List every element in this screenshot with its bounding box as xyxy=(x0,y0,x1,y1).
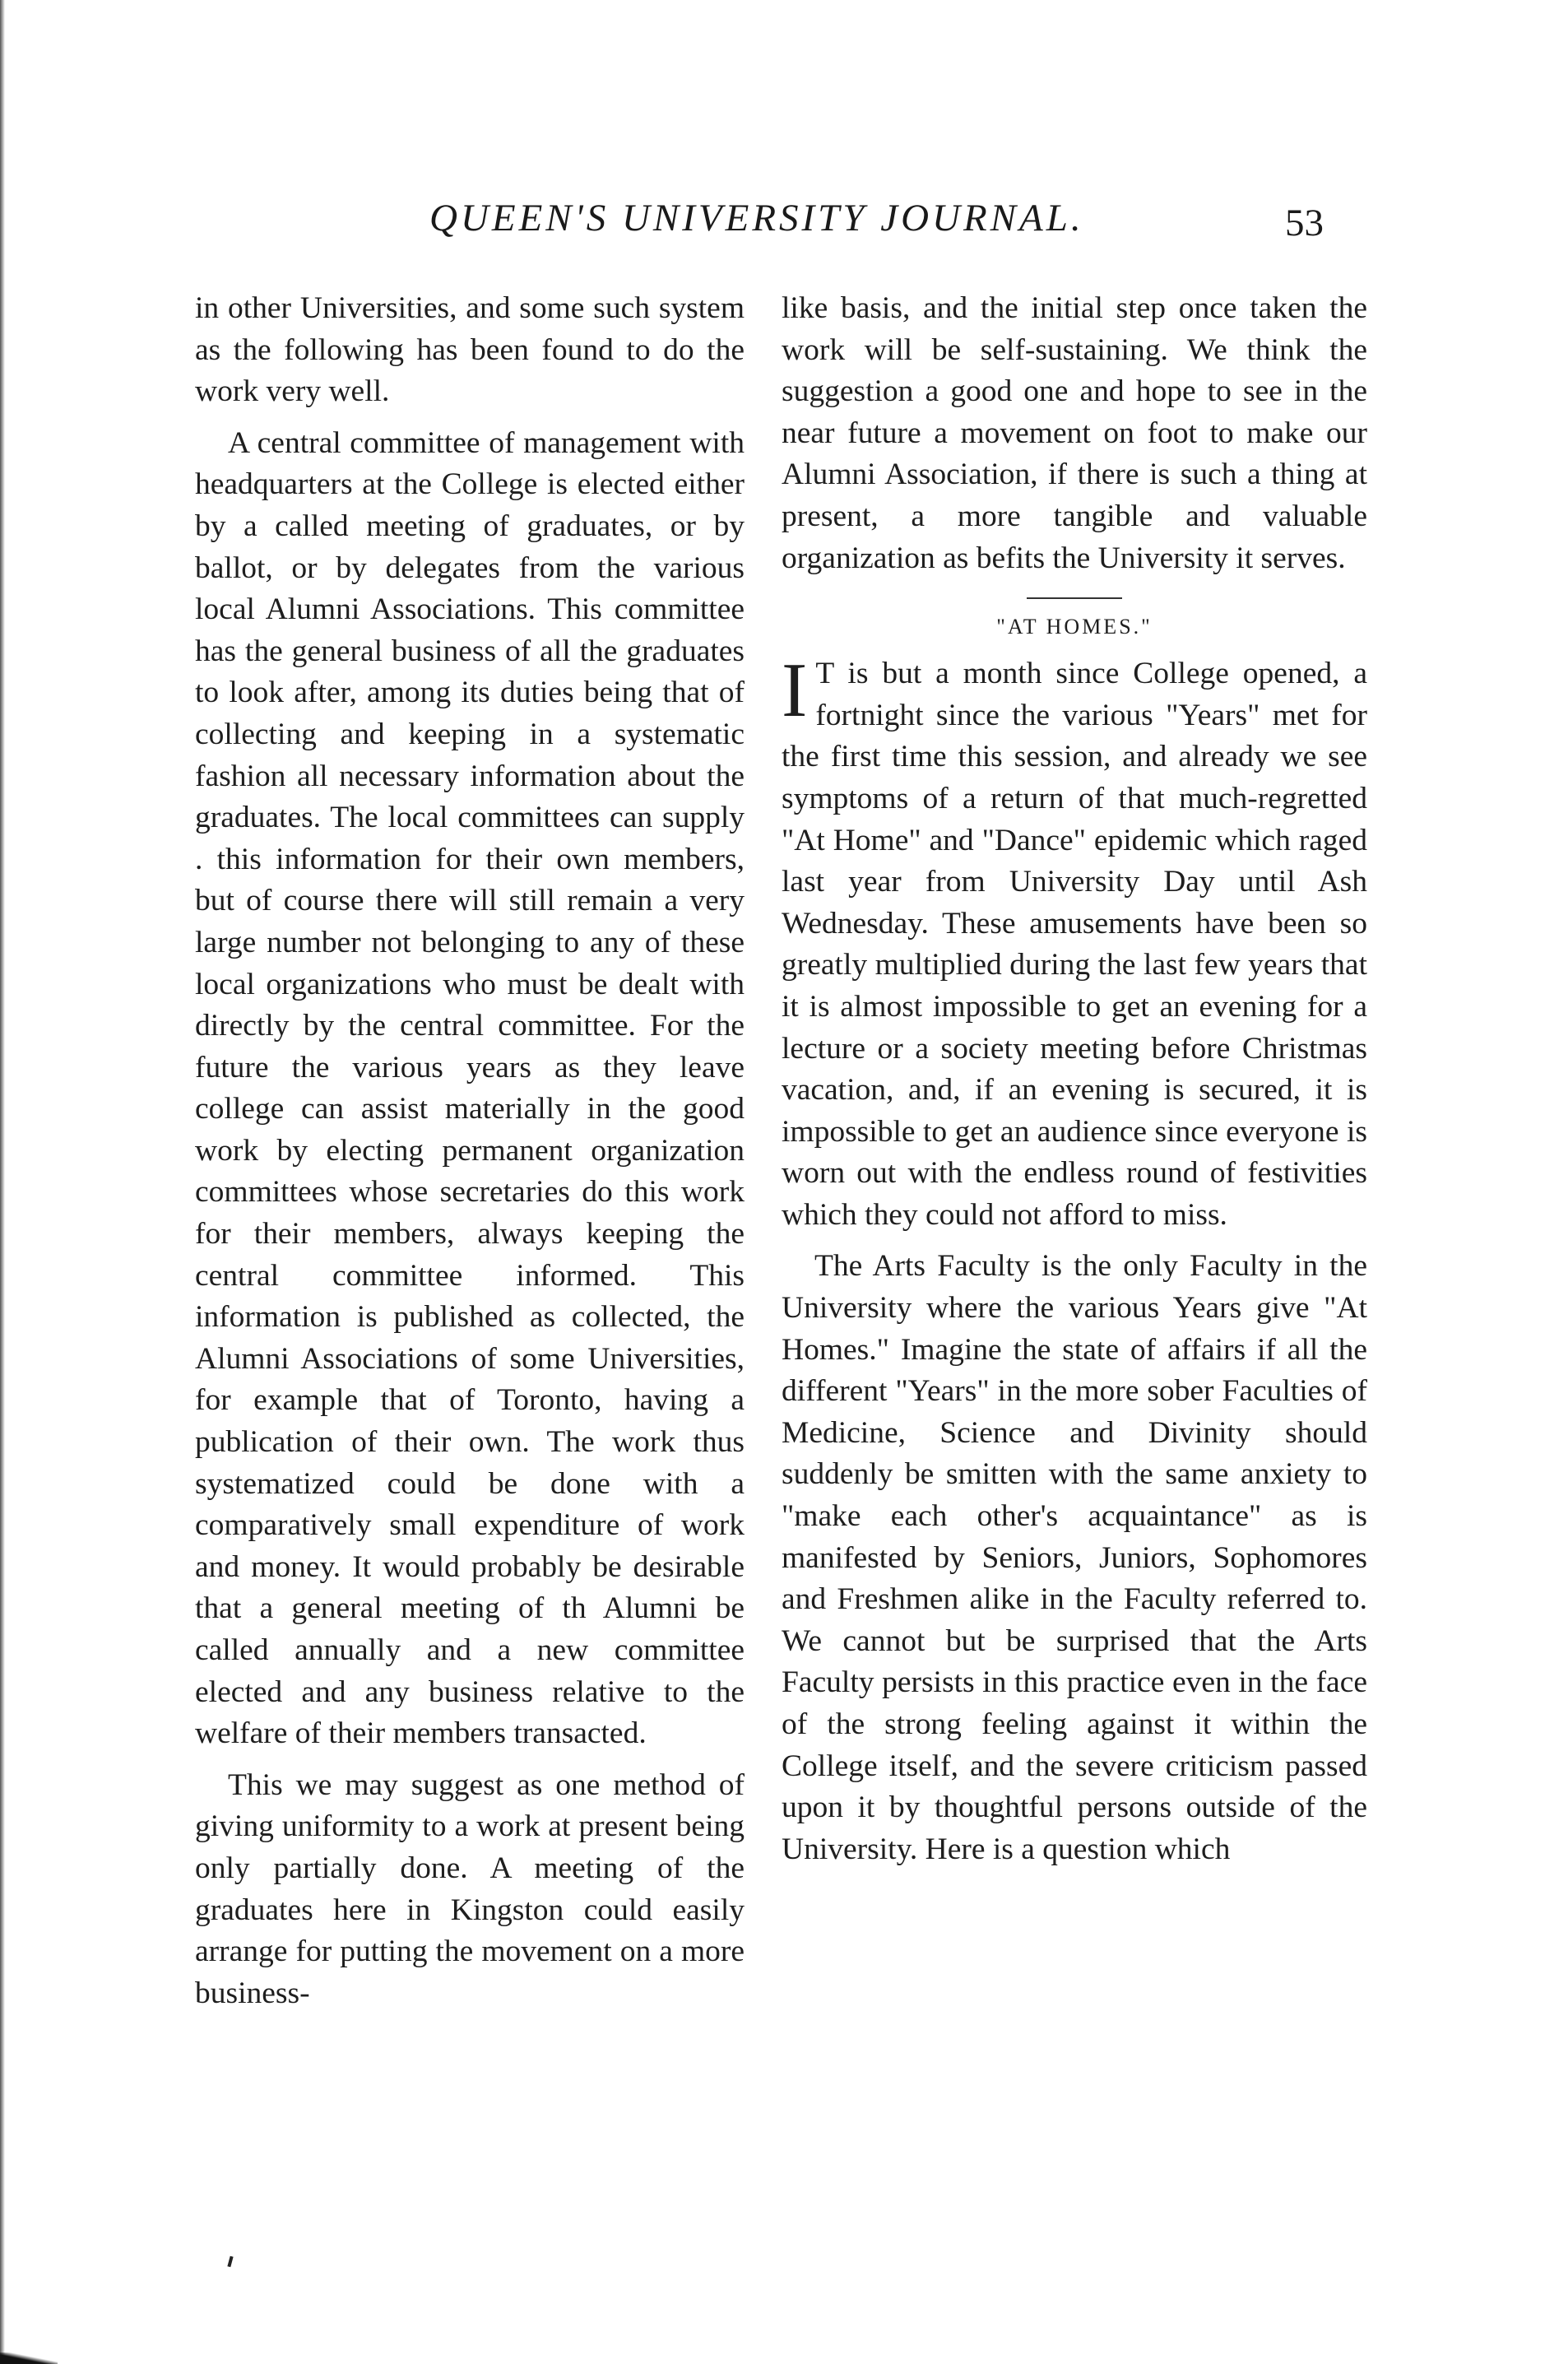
left-column xyxy=(195,288,745,2014)
section-heading-at-homes: "AT HOMES." xyxy=(996,615,1153,639)
left-paragraph-1: in other Universities, and some such system as the following has been found to do the work very well. xyxy=(195,291,745,409)
right-paragraph-2: The Arts Faculty is the only Faculty in the University where the various Years give "At Homes." Imagine the state of affairs if all the different "Years" in the more sober Faculties of Medicine, Science and Divinity should suddenly be smitten with the same anxiety to "make each other's acquaintance" as is manifested by Seniors, Juniors, Sophomores and Freshmen alike in the Faculty referred to. We cannot but be surprised that the Arts Faculty persists in this practice even in the face of the strong feeling against it within the College itself, and the severe criticism passed upon it by thoughtful persons outside of the University. Here is a question which xyxy=(782,1249,1367,1866)
page-number: 53 xyxy=(1285,202,1324,244)
left-paragraph-2: A central committee of management with headquarters at the College is elected either by a called meeting of graduates, or by ballot, or by delegates from the various local Alumni Associations. This committee has the general business of all the graduates to look after, among its duties being that of collecting and keeping in a systematic fashion all necessary information about the graduates. The local committees can supply . this information for their own members, but of course there will still remain a very large number not belonging to any of these local organizations who must be dealt with directly by the central committee. For the future the various years as they leave college can assist materially in the good work by electing permanent organization committees whose secretaries do this work for their members, always keeping the central committee informed. This information is published as collected, the Alumni Associations of some Universities, for example that of Toronto, having a publication of their own. The work thus systematized could be done with a comparatively small expenditure of work and money. It would probably be desirable that a general meeting of th Alumni be called annually and a new committee elected and any business relative to the welfare of their members transacted. xyxy=(195,425,745,1751)
right-paragraph-1 xyxy=(782,648,1367,1236)
page-header xyxy=(0,196,1568,262)
running-title: QUEEN'S UNIVERSITY JOURNAL. xyxy=(429,197,1084,239)
drop-cap: I xyxy=(782,648,808,734)
right-paragraph-1-text: T is but a month since College opened, a fortnight since the various "Years" met for the first time this session, and already we see symptoms of a return of that much-regretted "At Home" and "Dance" epidemic which raged last year from University Day until Ash Wednesday. These amusements have been so greatly multiplied during the last few years that it is almost impossible to get an evening for a lecture or a society meeting before Christmas vacation, and, if an evening is secured, it is impossible to get an audience since everyone is worn out with the endless round of festivities which they could not afford to miss. xyxy=(782,657,1367,1232)
right-column xyxy=(782,288,1367,1870)
stray-ink-mark xyxy=(227,2256,233,2268)
scan-corner-mark xyxy=(0,2352,58,2364)
section-divider-rule xyxy=(1027,597,1122,599)
right-continuation-paragraph: like basis, and the initial step once taken the work will be self-sustaining. We think the suggestion a good one and hope to see in the near future a movement on foot to make our Alumni Association, if there is such a thing at present, a more tangible and valuable organization as befits the University it serves. xyxy=(782,291,1367,575)
page-binding-edge xyxy=(0,0,5,2364)
left-paragraph-3: This we may suggest as one method of giving uniformity to a work at present being only partially done. A meeting of the graduates here in Kingston could easily arrange for putting the movement on a more business- xyxy=(195,1767,745,2010)
